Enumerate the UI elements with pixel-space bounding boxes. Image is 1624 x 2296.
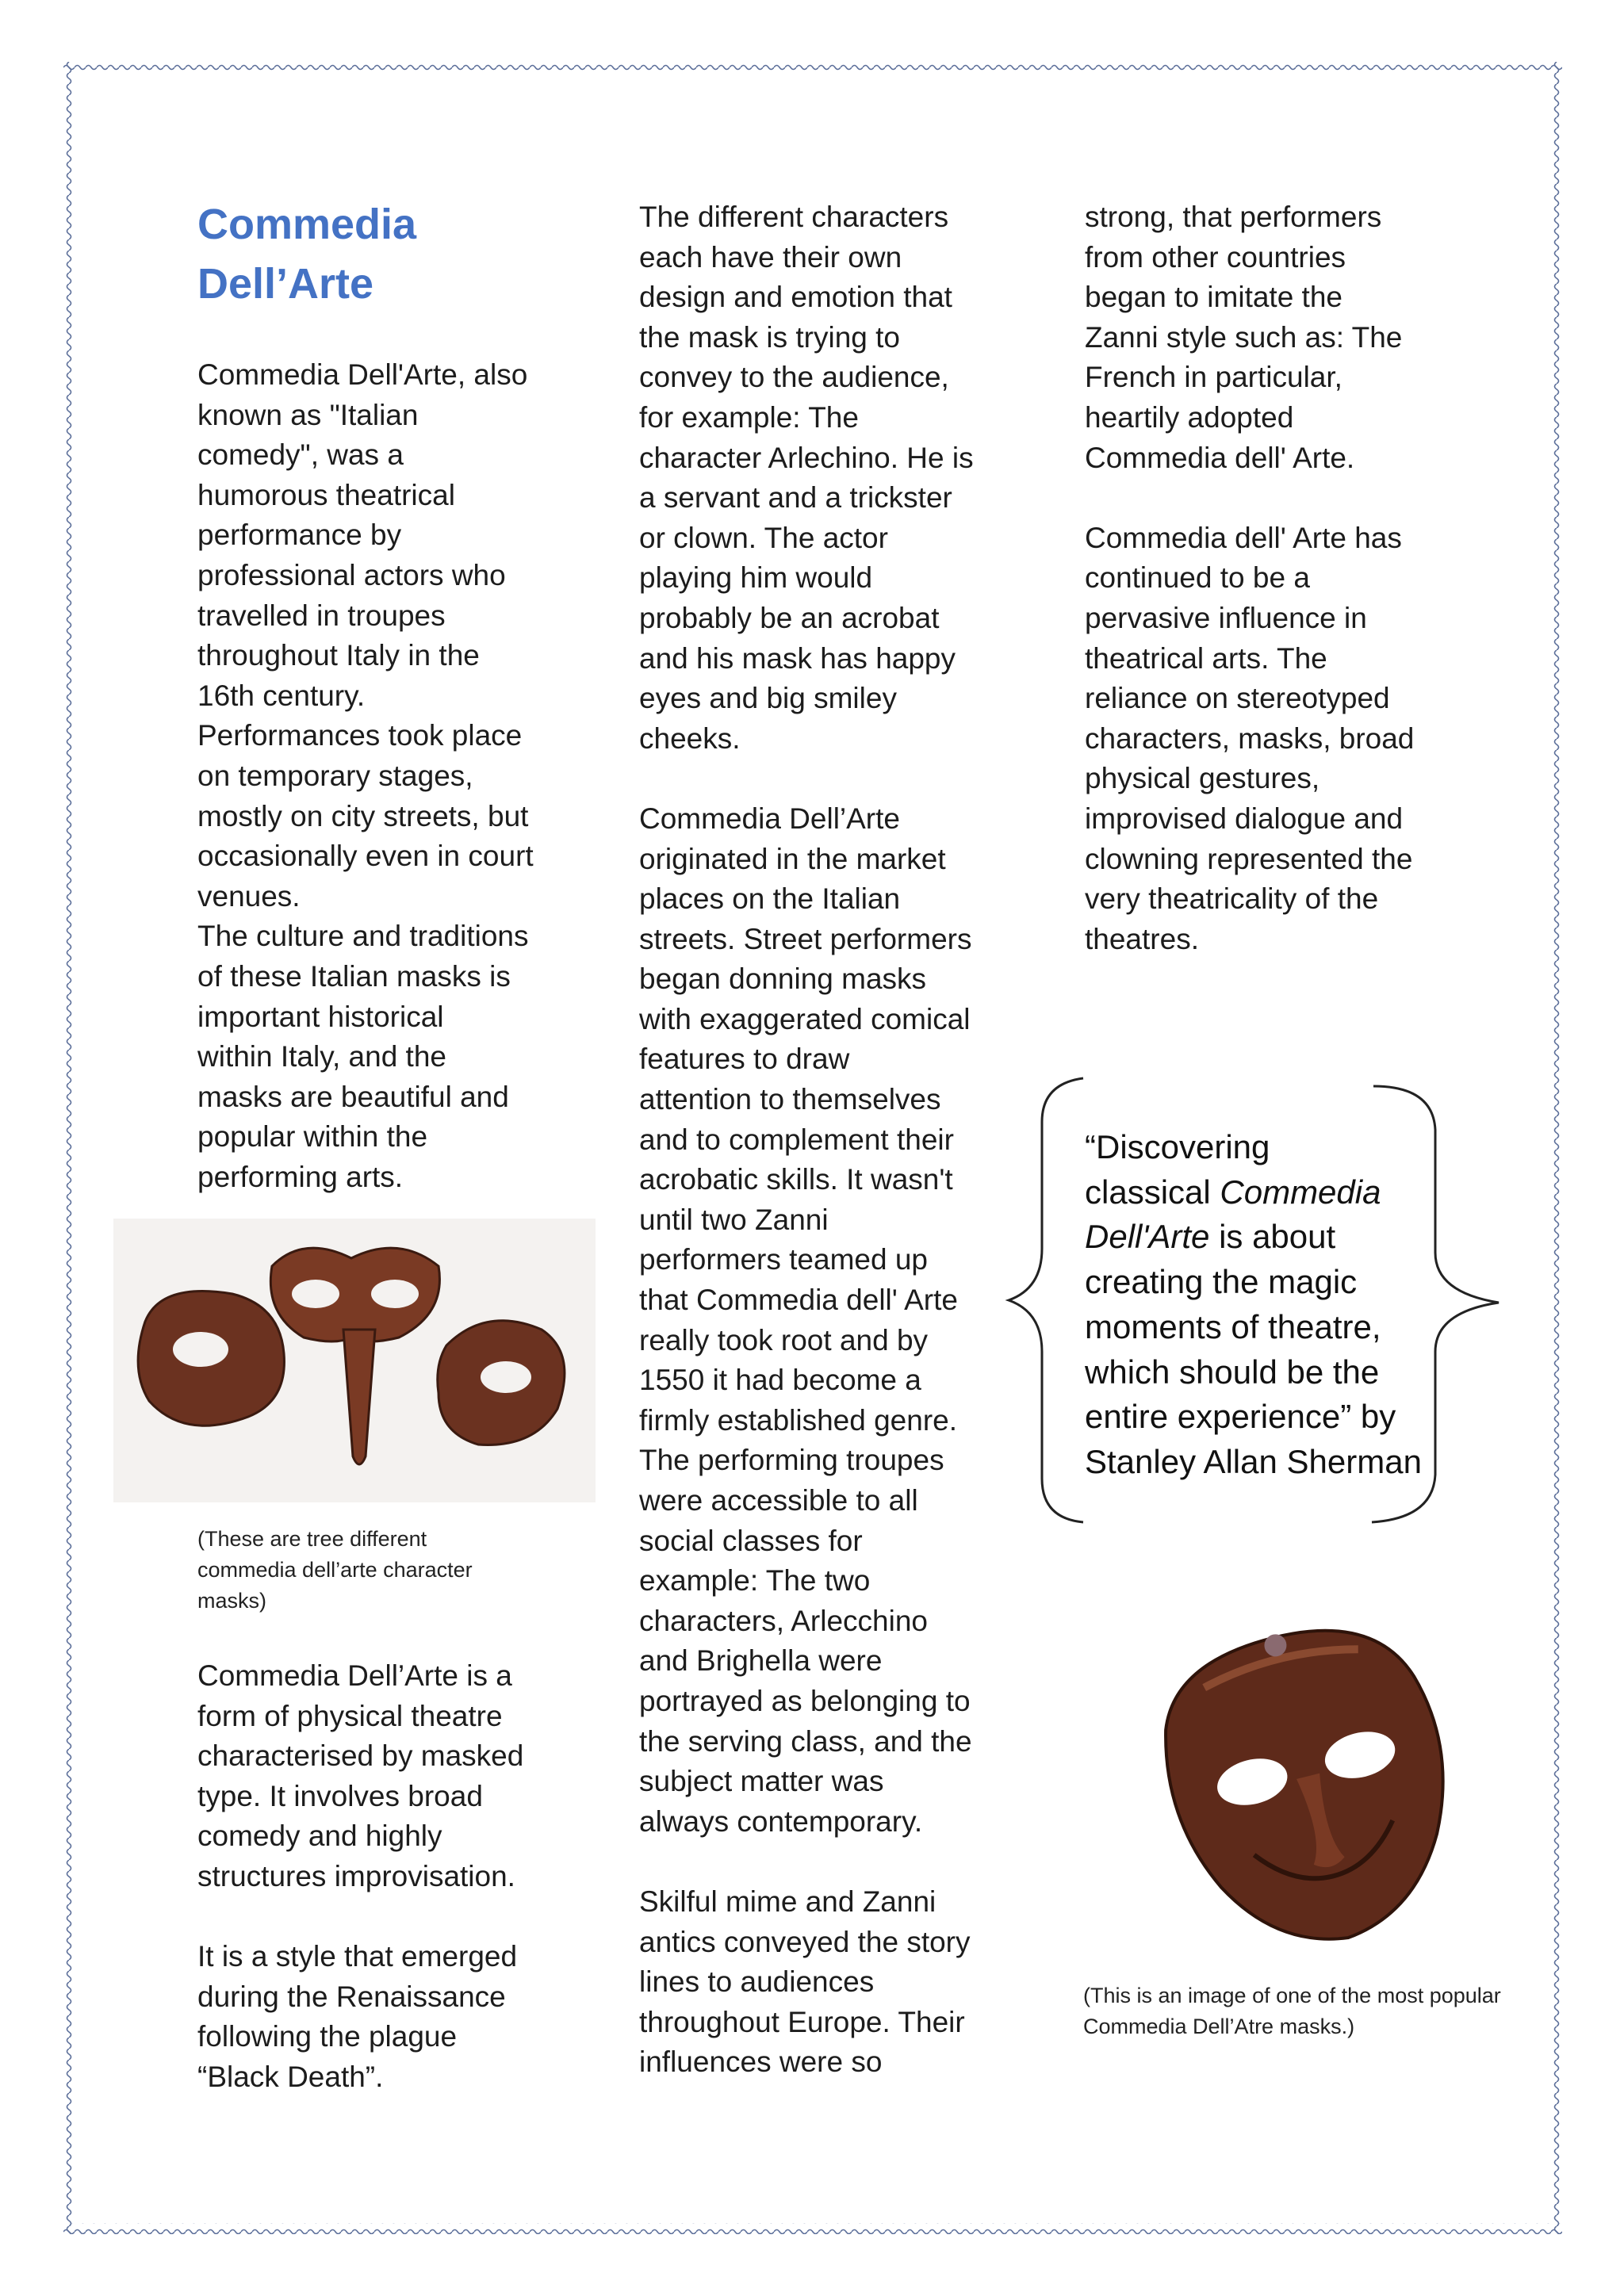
text-line: The culture and traditions (197, 920, 529, 953)
text-line: very theatricality of the (1085, 882, 1379, 916)
text-line: professional actors who (197, 558, 506, 591)
text-line: (These are tree different (197, 1527, 427, 1551)
col1-paragraph-2 (197, 1656, 523, 1897)
three-masks-photo (113, 1219, 596, 1502)
text-line: occasionally even in court (197, 840, 534, 873)
text-line: Skilful mime and Zanni (639, 1885, 936, 1918)
quote-emphasis: Commedia (1220, 1173, 1381, 1211)
text-line: performers teamed up (639, 1243, 929, 1276)
text-line: influences were so (639, 2045, 883, 2079)
text-line: with exaggerated comical (639, 1002, 971, 1035)
text-line: The different characters (639, 201, 949, 233)
text-line: firmly established genre. (639, 1403, 958, 1437)
text-line: characters, Arlecchino (639, 1604, 929, 1637)
text-line: example: The two (639, 1564, 871, 1598)
col2-text (639, 197, 974, 2083)
text-line: on temporary stages, (197, 759, 473, 792)
text-line: type. It involves broad (197, 1779, 483, 1812)
page-title (197, 195, 416, 314)
text-line: always contemporary. (639, 1804, 923, 1838)
text-line: theatrical arts. The (1085, 641, 1327, 675)
text-line: throughout Italy in the (197, 639, 480, 672)
text-line: within Italy, and the (197, 1040, 446, 1073)
text-line: originated in the market (639, 842, 946, 875)
text-line: pervasive influence in (1085, 601, 1367, 634)
single-mask-photo (1088, 1601, 1532, 1966)
text-line: each have their own (639, 240, 902, 274)
text-line: Commedia Dell’Arte is a (197, 1659, 512, 1692)
text-line: clowning represented the (1085, 842, 1413, 875)
text-line: playing him would (639, 561, 873, 595)
text-line: social classes for (639, 1524, 863, 1557)
text-line: probably be an acrobat (639, 601, 940, 634)
quote-line: moments of theatre, (1085, 1307, 1381, 1345)
quote-emphasis: Dell'Arte (1085, 1218, 1210, 1256)
col3-text (1085, 197, 1414, 959)
paragraph-gap (639, 759, 974, 799)
text-line: cheeks. (639, 721, 741, 755)
text-line: French in particular, (1085, 361, 1342, 394)
col3-image-caption (1083, 1980, 1501, 2042)
text-line: The performing troupes (639, 1444, 944, 1477)
text-line: Commedia Dell’Arte (639, 802, 900, 835)
text-line: of these Italian masks is (197, 959, 511, 993)
text-line: for example: The (639, 400, 859, 434)
text-line: throughout Europe. Their (639, 2005, 965, 2038)
text-line: Zanni style such as: The (1085, 320, 1403, 354)
text-line: the mask is trying to (639, 320, 901, 354)
text-line: really took root and by (639, 1323, 929, 1357)
col1-paragraph-3 (197, 1937, 517, 2097)
paragraph-gap (1085, 478, 1414, 519)
quote-line: “Discovering (1085, 1128, 1270, 1165)
text-line: masks are beautiful and (197, 1080, 509, 1113)
title-line: Dell’Arte (197, 260, 374, 308)
text-line: “Black Death”. (197, 2060, 384, 2093)
text-line: from other countries (1085, 240, 1346, 274)
text-line: known as "Italian (197, 398, 419, 431)
text-line: began to imitate the (1085, 281, 1342, 314)
pull-quote (1085, 1125, 1422, 1485)
text-line: features to draw (639, 1043, 850, 1076)
text-line: travelled in troupes (197, 599, 446, 632)
text-line: streets. Street performers (639, 922, 972, 955)
text-line: important historical (197, 1000, 444, 1033)
text-line: places on the Italian (639, 882, 901, 916)
text-line: strong, that performers (1085, 201, 1382, 233)
text-line: mostly on city streets, but (197, 799, 529, 832)
text-line: physical gestures, (1085, 762, 1320, 795)
text-line: 1550 it had become a (639, 1364, 921, 1397)
col1-paragraph-1 (197, 355, 534, 1197)
text-line: antics conveyed the story (639, 1925, 971, 1958)
text-line: Commedia Dell'Arte, also (197, 358, 528, 391)
title-line: Commedia (197, 201, 417, 248)
text-line: Performances took place (197, 719, 523, 752)
quote-line: Dell'Arte is about (1085, 1218, 1336, 1256)
text-line: structures improvisation. (197, 1859, 515, 1892)
quote-line: classical Commedia (1085, 1173, 1381, 1211)
text-line: the serving class, and the (639, 1724, 972, 1758)
text-line: Commedia Dell’Atre masks.) (1083, 2015, 1355, 2038)
text-line: until two Zanni (639, 1203, 829, 1236)
text-line: Commedia dell' Arte. (1085, 441, 1355, 474)
text-line: character Arlechino. He is (639, 441, 974, 474)
text-line: a servant and a trickster (639, 481, 952, 515)
text-line: performing arts. (197, 1160, 404, 1193)
text-line: and to complement their (639, 1123, 954, 1156)
text-line: began donning masks (639, 962, 927, 996)
text-line: form of physical theatre (197, 1699, 503, 1732)
text-line: portrayed as belonging to (639, 1684, 971, 1717)
quote-line: creating the magic (1085, 1263, 1358, 1301)
text-line: design and emotion that (639, 281, 952, 314)
text-line: following the plague (197, 2020, 458, 2053)
text-line: characterised by masked (197, 1739, 524, 1773)
text-line: lines to audiences (639, 1965, 875, 1999)
text-line: attention to themselves (639, 1083, 941, 1116)
col1-image-caption (197, 1524, 473, 1617)
text-line: 16th century. (197, 679, 366, 712)
text-line: comedy and highly (197, 1820, 442, 1853)
text-line: characters, masks, broad (1085, 721, 1415, 755)
text-line: subject matter was (639, 1765, 884, 1798)
text-line: acrobatic skills. It wasn't (639, 1163, 953, 1196)
text-line: humorous theatrical (197, 478, 455, 511)
text-line: (This is an image of one of the most popular (1083, 1984, 1501, 2007)
text-line: venues. (197, 879, 301, 913)
text-line: improvised dialogue and (1085, 802, 1404, 835)
text-line: comedy", was a (197, 438, 404, 472)
text-line: performance by (197, 519, 402, 552)
quote-line: which should be the (1085, 1353, 1380, 1391)
text-line: that Commedia dell' Arte (639, 1284, 958, 1317)
text-line: eyes and big smiley (639, 682, 897, 715)
text-line: convey to the audience, (639, 361, 949, 394)
text-line: and Brighella were (639, 1644, 883, 1678)
paragraph-gap (639, 1842, 974, 1882)
text-line: reliance on stereotyped (1085, 682, 1390, 715)
text-line: or clown. The actor (639, 521, 888, 554)
text-line: theatres. (1085, 922, 1199, 955)
quote-line: entire experience” by (1085, 1398, 1396, 1436)
text-line: It is a style that emerged (197, 1940, 518, 1973)
text-line: Commedia dell' Arte has (1085, 521, 1402, 554)
text-line: masks) (197, 1589, 266, 1613)
text-line: during the Renaissance (197, 1980, 506, 2013)
text-line: and his mask has happy (639, 641, 956, 675)
quote-line: Stanley Allan Sherman (1085, 1442, 1422, 1480)
text-line: were accessible to all (639, 1484, 918, 1517)
text-line: popular within the (197, 1120, 428, 1154)
text-line: commedia dell’arte character (197, 1558, 473, 1582)
text-line: heartily adopted (1085, 400, 1294, 434)
text-line: continued to be a (1085, 561, 1310, 595)
